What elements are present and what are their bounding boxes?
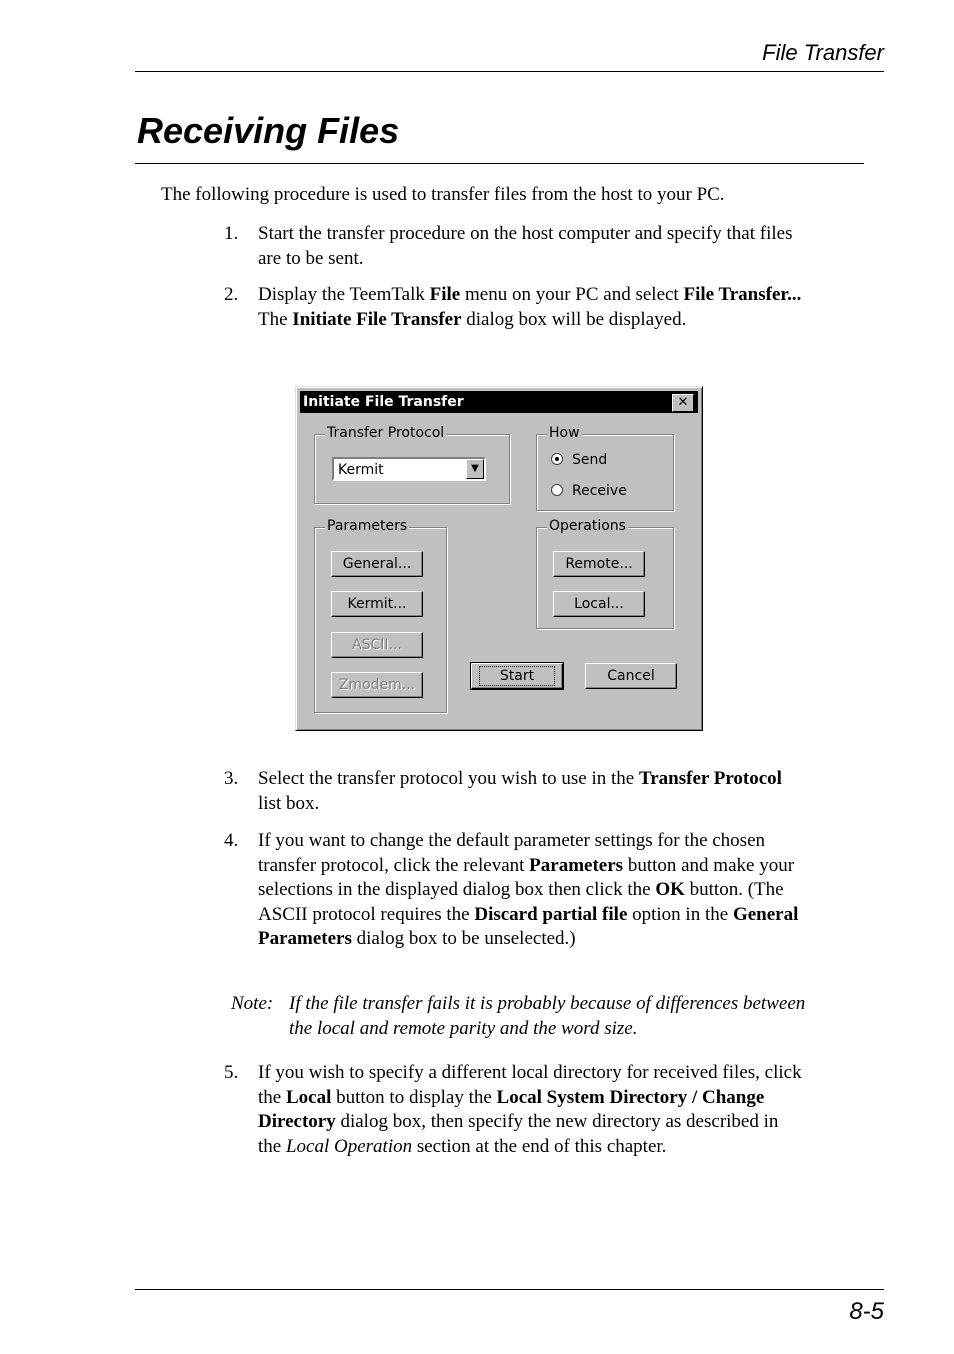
general-button[interactable]: General... bbox=[331, 551, 423, 577]
step-text: If you wish to specify a different local directory for received files, click the Local button to display the Local System Directory / Change Directory dialog box, then specify the new directory as described in the Local Operation section at the end of this chapter. bbox=[258, 1062, 802, 1157]
step-text: Select the transfer protocol you wish to use in the Transfer Protocol list box. bbox=[258, 768, 782, 814]
title-rule bbox=[135, 163, 864, 164]
intro-paragraph: The following procedure is used to transfer files from the host to your PC. bbox=[161, 184, 725, 205]
step-number: 2. bbox=[224, 284, 239, 305]
chevron-down-icon[interactable]: ▼ bbox=[466, 459, 484, 479]
step-number: 3. bbox=[224, 768, 239, 789]
zmodem-button[interactable]: Zmodem... bbox=[331, 672, 423, 698]
ascii-button[interactable]: ASCII... bbox=[331, 632, 423, 658]
start-label: Start bbox=[479, 666, 555, 686]
step-text: Display the TeemTalk File menu on your PC and select File Transfer... The Initiate File Transfer dialog box will be displayed. bbox=[258, 284, 802, 330]
close-icon[interactable]: ✕ bbox=[672, 394, 694, 412]
initiate-file-transfer-dialog bbox=[295, 386, 703, 731]
dialog-titlebar bbox=[300, 391, 698, 413]
dialog-title: Initiate File Transfer bbox=[303, 394, 464, 410]
send-radio[interactable]: Send bbox=[551, 452, 607, 468]
running-header: File Transfer bbox=[762, 40, 884, 65]
header-rule bbox=[135, 71, 884, 72]
radio-checked-icon bbox=[551, 453, 563, 465]
kermit-button[interactable]: Kermit... bbox=[331, 591, 423, 617]
start-button[interactable] bbox=[471, 663, 563, 689]
step-4 bbox=[224, 829, 804, 952]
note-text: If the file transfer fails it is probably because of differences between the local and remote parity and the word size. bbox=[289, 993, 806, 1039]
group-label: Parameters bbox=[327, 518, 408, 534]
group-label: How bbox=[549, 425, 580, 441]
page-title: Receiving Files bbox=[137, 110, 400, 151]
step-number: 5. bbox=[224, 1062, 239, 1083]
step-3 bbox=[224, 767, 804, 816]
step-text: If you want to change the default parameter settings for the chosen transfer protocol, click the relevant Parameters button and make your selections in the displayed dialog box then click the OK button. (The ASCII protocol requires the Discard partial file option in the General Parameters dialog box to be unselected.) bbox=[258, 830, 799, 950]
selected-value: Kermit bbox=[338, 462, 384, 478]
step-number: 4. bbox=[224, 830, 239, 851]
group-label: Operations bbox=[549, 518, 626, 534]
page-number: 8-5 bbox=[849, 1298, 884, 1325]
how-group bbox=[536, 425, 674, 511]
step-text: Start the transfer procedure on the host computer and specify that files are to be sent. bbox=[258, 223, 793, 269]
radio-unchecked-icon bbox=[551, 484, 563, 496]
footer-rule bbox=[135, 1289, 884, 1290]
group-label: Transfer Protocol bbox=[327, 425, 445, 441]
step-2 bbox=[224, 283, 804, 332]
step-5 bbox=[224, 1061, 804, 1159]
transfer-protocol-select[interactable] bbox=[332, 457, 486, 481]
receive-radio[interactable]: Receive bbox=[551, 483, 627, 499]
cancel-button[interactable]: Cancel bbox=[585, 663, 677, 689]
step-1 bbox=[224, 222, 804, 271]
note bbox=[231, 992, 811, 1041]
local-button[interactable]: Local... bbox=[553, 591, 645, 617]
note-label: Note: bbox=[231, 993, 274, 1014]
remote-button[interactable]: Remote... bbox=[553, 551, 645, 577]
step-number: 1. bbox=[224, 223, 239, 244]
